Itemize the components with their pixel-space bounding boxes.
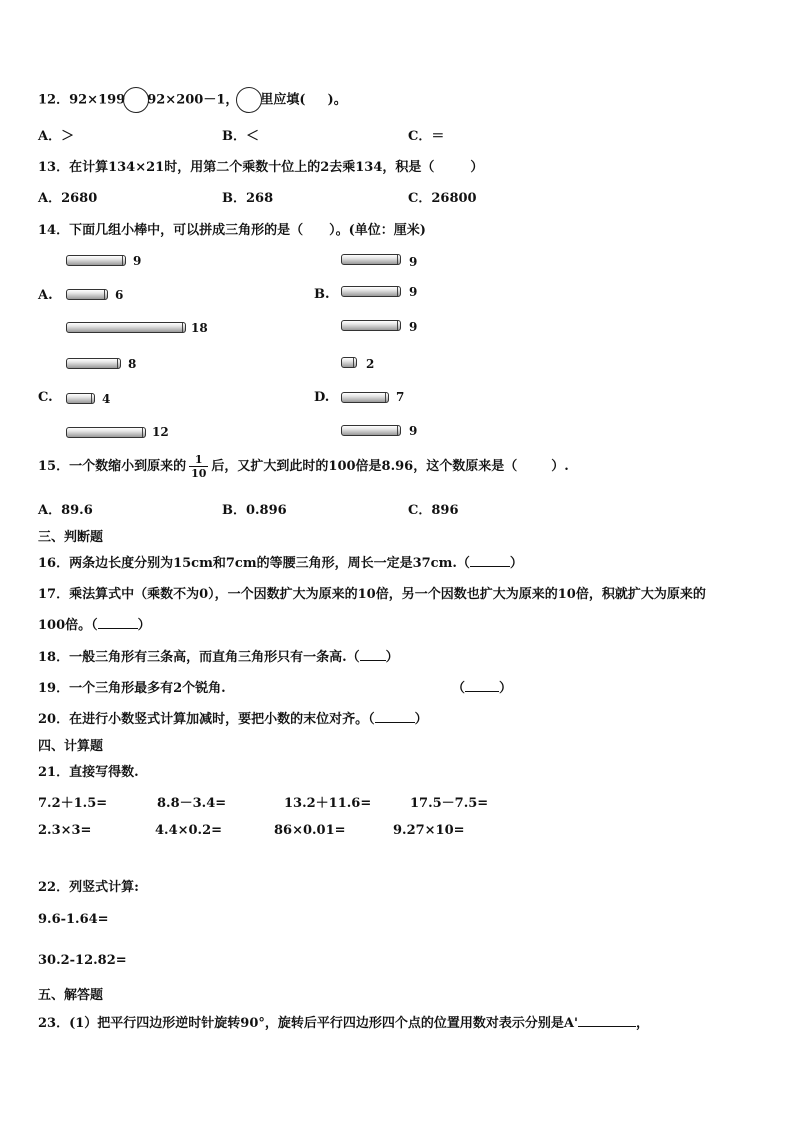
- stick-d1: [341, 357, 357, 368]
- question-13: [38, 156, 483, 175]
- stick-b2: [341, 286, 401, 297]
- stick-b1-length: 9: [409, 255, 418, 269]
- q18-end: ）: [385, 650, 399, 665]
- q12-option-a[interactable]: A．＞: [38, 129, 75, 144]
- stick-c3: [66, 427, 146, 438]
- question-17-line2: [38, 614, 151, 633]
- q15-option-c[interactable]: C．896: [408, 503, 459, 518]
- stick-b3-length: 9: [409, 320, 418, 334]
- q12-left-expr: 92×199: [69, 92, 126, 108]
- q15-text-b: 后，又扩大到此时的100倍是8.96，这个数原来是（: [211, 459, 518, 474]
- q15-text-a: 15．一个数缩小到原来的: [38, 459, 187, 474]
- stick-a2-length: 6: [115, 288, 124, 302]
- q14-option-b-label[interactable]: B.: [314, 287, 330, 302]
- q17-end: ）: [137, 618, 151, 633]
- q14-option-c-label[interactable]: C.: [38, 390, 53, 405]
- q13-end: ）: [470, 160, 484, 175]
- stick-a3: [66, 322, 186, 333]
- q16-answer-blank[interactable]: [470, 566, 510, 567]
- section-3-heading: 三、判断题: [38, 530, 104, 545]
- q14-end: ）。(单位：厘米): [329, 223, 426, 238]
- stick-d2-length: 7: [396, 390, 405, 404]
- calc-item: 4.4×0.2=: [155, 823, 223, 838]
- q23-answer-blank[interactable]: [578, 1026, 636, 1027]
- q12-end: )。: [327, 92, 347, 108]
- question-14: [38, 219, 426, 238]
- section-5-heading: 五、解答题: [38, 988, 104, 1003]
- question-15: [38, 453, 569, 480]
- stick-a2: [66, 289, 108, 300]
- q13-option-b[interactable]: B．268: [222, 191, 274, 206]
- q12-number: 12．: [38, 92, 70, 108]
- stick-a3-length: 18: [191, 321, 208, 335]
- q12-prompt: 里应填(: [260, 92, 306, 108]
- q20-text: 20．在进行小数竖式计算加减时，要把小数的末位对齐。（: [38, 712, 375, 727]
- q20-answer-blank[interactable]: [375, 722, 415, 723]
- stick-b3: [341, 320, 401, 331]
- q12-blank-circle[interactable]: [123, 87, 149, 113]
- calc-item: 9.27×10=: [393, 823, 465, 838]
- q17-answer-blank[interactable]: [98, 628, 138, 629]
- q20-end: ）: [414, 712, 428, 727]
- calc-item: 13.2＋11.6=: [284, 796, 372, 811]
- question-22-title: 22．列竖式计算:: [38, 880, 139, 895]
- question-20: [38, 708, 428, 727]
- q14-option-a-label[interactable]: A.: [38, 288, 53, 303]
- q15-fraction-numerator: 1: [189, 453, 208, 467]
- stick-b1: [341, 254, 401, 265]
- q19-paren-open: （: [452, 681, 466, 696]
- q15-fraction-denominator: 10: [191, 467, 207, 480]
- q23-end: ，: [635, 1016, 649, 1031]
- stick-c2-length: 4: [102, 392, 111, 406]
- question-17-line1: 17．乘法算式中（乘数不为0），一个因数扩大为原来的10倍，另一个因数也扩大为原来的10倍，积就扩大为原来的: [38, 587, 706, 602]
- stick-c1: [66, 358, 121, 369]
- q16-text: 16．两条边长度分别为15cm和7cm的等腰三角形，周长一定是37cm.（: [38, 556, 470, 571]
- stick-b2-length: 9: [409, 285, 418, 299]
- stick-c1-length: 8: [128, 357, 137, 371]
- calc-item: 17.5－7.5=: [410, 796, 489, 811]
- stick-d1-length: 2: [366, 357, 375, 371]
- q14-option-d-label[interactable]: D.: [314, 390, 330, 405]
- question-19-answer: [452, 677, 512, 696]
- question-23: [38, 1012, 649, 1031]
- q18-text: 18．一般三角形有三条高，而直角三角形只有一条高.（: [38, 650, 360, 665]
- q23-text: 23．(1）把平行四边形逆时针旋转90°，旋转后平行四边形四个点的位置用数对表示分别是A': [38, 1016, 578, 1031]
- q17-text-line2: 100倍。（: [38, 618, 98, 633]
- q12-right-expr: 92×200－1，: [147, 92, 239, 108]
- stick-d2: [341, 392, 389, 403]
- stick-d3-length: 9: [409, 424, 418, 438]
- q15-fraction: [189, 453, 208, 480]
- q15-option-a[interactable]: A．89.6: [38, 503, 93, 518]
- q18-answer-blank[interactable]: [360, 660, 386, 661]
- q15-end: ）.: [551, 459, 569, 474]
- q12-option-b[interactable]: B．＜: [222, 129, 259, 144]
- question-18: [38, 646, 399, 665]
- q12-circle-ref: [236, 87, 262, 113]
- question-12: [38, 87, 347, 113]
- stick-c2: [66, 393, 95, 404]
- question-21-title: 21．直接写得数.: [38, 765, 139, 780]
- q14-text: 14．下面几组小棒中，可以拼成三角形的是（: [38, 223, 304, 238]
- section-4-heading: 四、计算题: [38, 739, 104, 754]
- q19-answer-blank[interactable]: [465, 691, 499, 692]
- stick-a1: [66, 255, 126, 266]
- q12-option-c[interactable]: C．＝: [408, 129, 445, 144]
- q13-option-a[interactable]: A．2680: [38, 191, 98, 206]
- question-16: [38, 552, 523, 571]
- calc-item: 86×0.01=: [274, 823, 346, 838]
- vertical-calc-item: 30.2-12.82=: [38, 953, 127, 968]
- question-19-text: 19．一个三角形最多有2个锐角.: [38, 681, 226, 696]
- q13-text: 13．在计算134×21时，用第二个乘数十位上的2去乘134，积是（: [38, 160, 435, 175]
- q13-option-c[interactable]: C．26800: [408, 191, 477, 206]
- q15-option-b[interactable]: B．0.896: [222, 503, 287, 518]
- vertical-calc-item: 9.6-1.64=: [38, 912, 109, 927]
- stick-c3-length: 12: [152, 425, 169, 439]
- q16-end: ）: [509, 556, 523, 571]
- stick-d3: [341, 425, 401, 436]
- calc-item: 7.2＋1.5=: [38, 796, 108, 811]
- stick-a1-length: 9: [133, 254, 142, 268]
- calc-item: 2.3×3=: [38, 823, 92, 838]
- calc-item: 8.8－3.4=: [157, 796, 227, 811]
- q19-end: ）: [499, 681, 513, 696]
